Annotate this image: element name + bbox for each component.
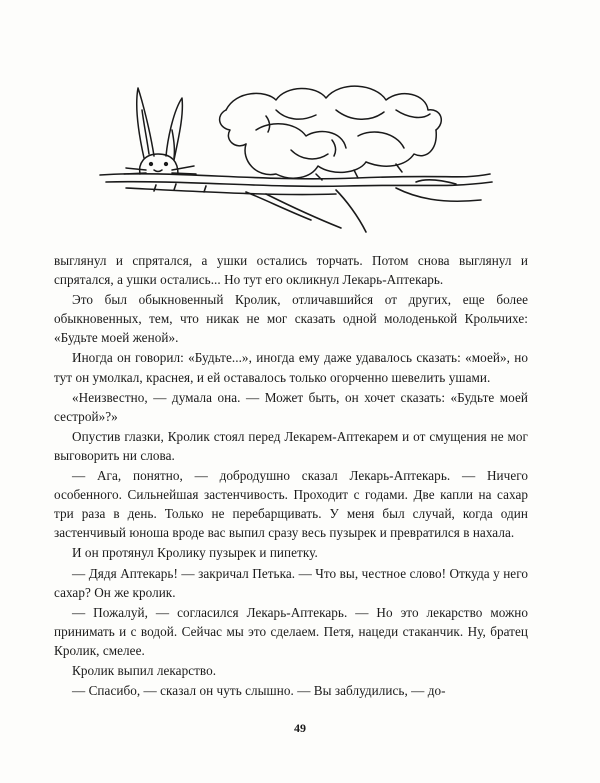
paragraph: Опустив глазки, Кролик стоял перед Лекарем-Аптекарем и от смущения не мог выговорить ни слова.: [54, 428, 528, 463]
rabbit: [124, 88, 196, 174]
page-number: 49: [294, 721, 306, 735]
ground-lines: [100, 174, 492, 232]
paragraph: Это был обыкновенный Кролик, отличавшийся от других, еще более обыкновенных, тем, что никак не мог сказать одной молоденькой Крольчихе: «Будьте моей женой».: [54, 292, 528, 346]
paragraph: И он протянул Кролику пузырек и пипетку.: [72, 545, 318, 561]
paragraph: — Пожалуй, — согласился Лекарь-Аптекарь. — Но это лекарство можно принимать и с водой. Сейчас мы это сделаем. Петя, нацеди стаканчик. Ну, братец Кролик, смелее.: [54, 604, 528, 658]
cabbage: [220, 86, 442, 180]
rabbit-behind-cabbage-icon: [96, 70, 496, 250]
paragraph: Кролик выпил лекарство.: [72, 662, 217, 678]
paragraph: — Дядя Аптекарь! — закричал Петька. — Что вы, честное слово! Откуда у него сахар? Он же кролик.: [54, 565, 528, 600]
paragraph: выглянул и спрятался, а ушки остались торчать. Потом снова выглянул и спрятался, а ушки остались... Но тут его окликнул Лекарь-Аптекарь.: [54, 253, 528, 288]
paragraph: — Спасибо, — сказал он чуть слышно. — Вы заблудились, — до-: [72, 683, 446, 699]
paragraph: — Ага, понятно, — добродушно сказал Лекарь-Аптекарь. — Ничего особенного. Сильнейшая застенчивость. Проходит с годами. Две капли на сахар три раза в день. Только не перебарщивать. У меня был случай, когда один застенчивый юноша вроде вас выпил сразу весь пузырек и превратился в нахала.: [54, 468, 528, 541]
paragraph: «Неизвестно, — думала она. — Может быть, он хочет сказать: «Будьте моей сестрой»?»: [54, 389, 528, 424]
paragraph: Иногда он говорил: «Будьте...», иногда ему даже удавалось сказать: «моей», но тут он умолкал, краснея, и ей оставалось только огорченно шевелить ушами.: [54, 350, 528, 385]
text-body: [54, 251, 528, 701]
